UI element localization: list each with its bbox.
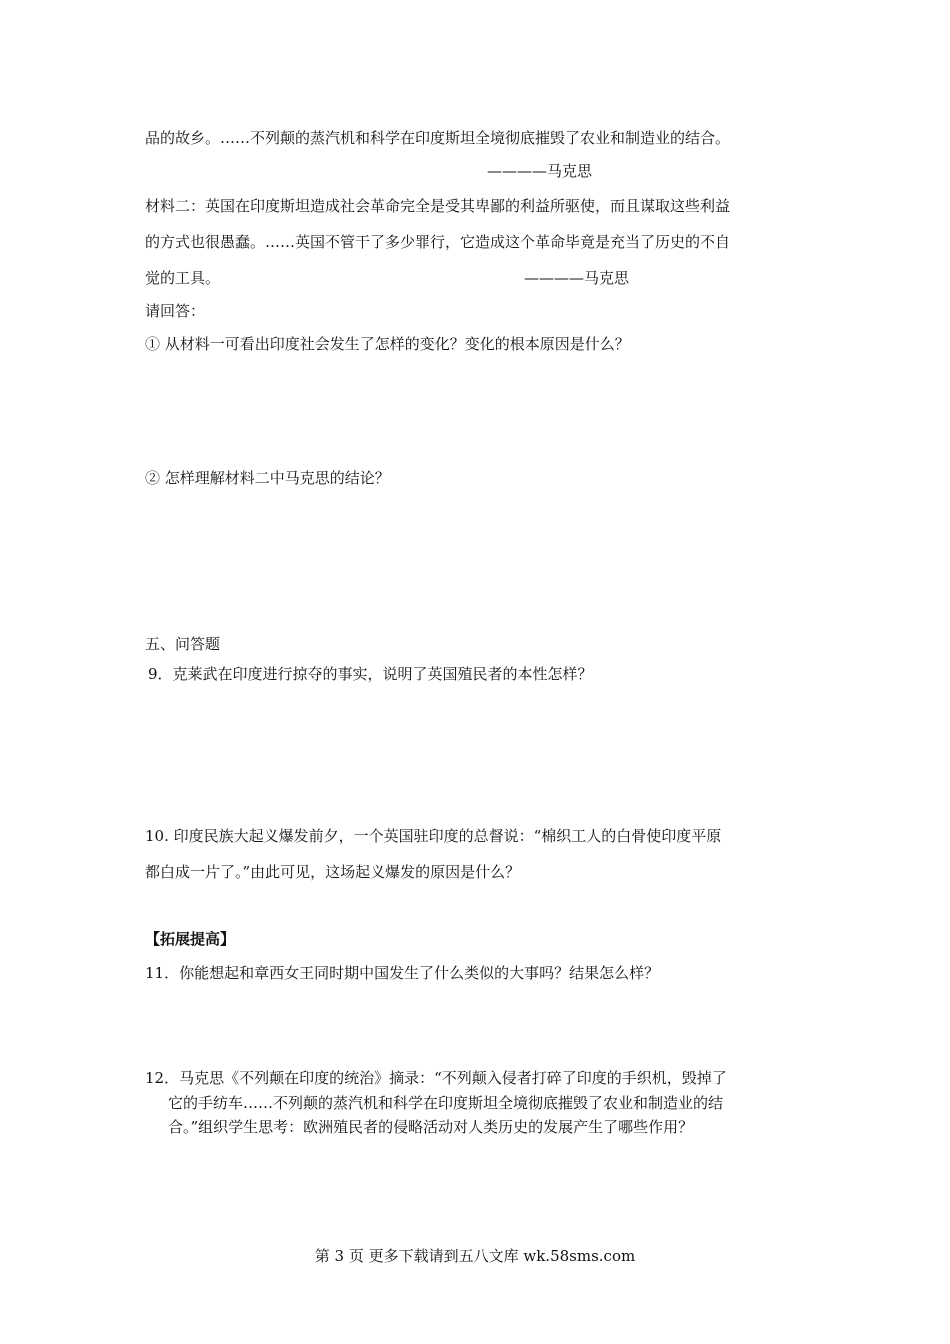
material-two-source: ————马克思 xyxy=(524,269,630,287)
question-9: 9．克莱武在印度进行掠夺的事实，说明了英国殖民者的本性怎样？ xyxy=(148,665,593,683)
question-10-line-1: 10. 印度民族大起义爆发前夕，一个英国驻印度的总督说：“棉织工人的白骨使印度平原 xyxy=(145,827,722,845)
question-11: 11．你能想起和章西女王同时期中国发生了什么类似的大事吗？结果怎么样？ xyxy=(145,964,660,982)
question-12-line-3: 合。”组织学生思考：欧洲殖民者的侵略活动对人类历史的发展产生了哪些作用？ xyxy=(168,1118,694,1136)
question-1: ① 从材料一可看出印度社会发生了怎样的变化？变化的根本原因是什么？ xyxy=(145,335,630,353)
material-two-line-2: 的方式也很愚蠢。……英国不管干了多少罪行，它造成这个革命毕竟是充当了历史的不自 xyxy=(145,233,731,251)
question-12-line-1: 12．马克思《不列颠在印度的统治》摘录：“不列颠入侵者打碎了印度的手织机，毁掉了 xyxy=(145,1069,727,1087)
question-2: ② 怎样理解材料二中马克思的结论？ xyxy=(145,469,390,487)
section-5-title: 五、问答题 xyxy=(145,635,221,653)
material-one-line-end: 品的故乡。……不列颠的蒸汽机和科学在印度斯坦全境彻底摧毁了农业和制造业的结合。 xyxy=(145,129,731,147)
question-10-line-2: 都白成一片了。”由此可见，这场起义爆发的原因是什么？ xyxy=(145,863,521,881)
question-12-line-2: 它的手纺车……不列颠的蒸汽机和科学在印度斯坦全境彻底摧毁了农业和制造业的结 xyxy=(168,1094,724,1112)
extension-title: 【拓展提高】 xyxy=(145,930,236,948)
material-two-line-3: 觉的工具。 xyxy=(145,269,221,287)
material-two-line-1: 材料二：英国在印度斯坦造成社会革命完全是受其卑鄙的利益所驱使，而且谋取这些利益 xyxy=(145,197,731,215)
page-footer: 第 3 页 更多下载请到五八文库 wk.58sms.com xyxy=(314,1247,636,1265)
material-one-source: ————马克思 xyxy=(487,162,593,180)
questions-intro: 请回答： xyxy=(145,302,206,320)
